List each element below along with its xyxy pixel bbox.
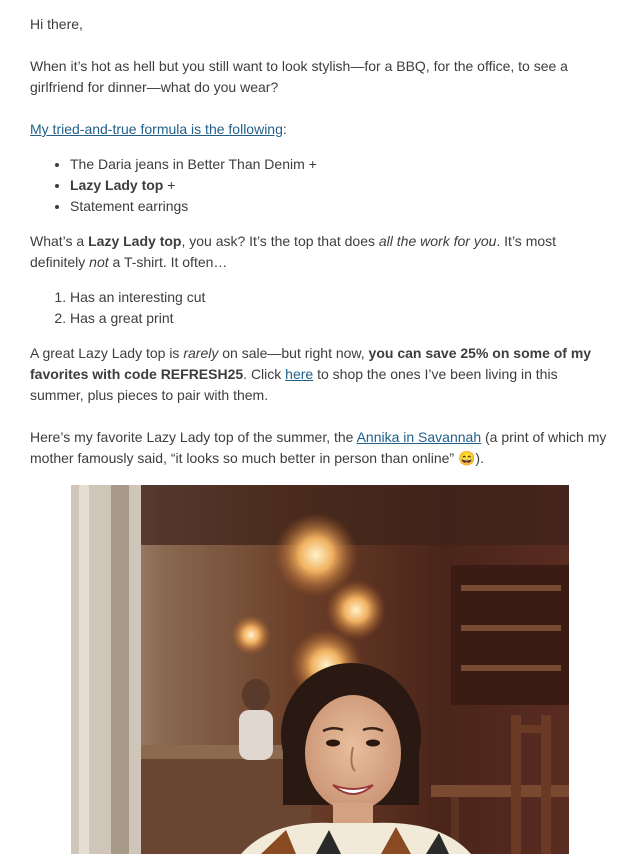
list-item: 2. Has a great print [70, 308, 615, 329]
greeting: Hi there, [30, 16, 83, 32]
product-photo[interactable] [71, 485, 569, 854]
list-item: • The Daria jeans in Better Than Denim + [70, 154, 615, 175]
list-item: 1. Has an interesting cut [70, 287, 615, 308]
italic-text: not [89, 254, 109, 270]
whats-paragraph: What’s a Lazy Lady top, you ask? It’s the top that does all the work for you. It’s most definitely not a T-shirt. It often… [30, 233, 557, 270]
shop-link[interactable]: here [285, 366, 314, 382]
sale-paragraph: A great Lazy Lady top is rarely on sale—but right now, you can save 25% on some of my favorites with code REFRESH25. Click here to shop the ones I’ve been living in this summer, plus pieces to pair with them. [30, 345, 592, 403]
list-item: • Statement earrings [70, 196, 615, 217]
photo-illustration [71, 485, 569, 854]
bold-text: Lazy Lady top [88, 233, 182, 249]
italic-text: all the work for you [378, 233, 497, 249]
bold-text: Lazy Lady top [70, 177, 164, 193]
annika-link[interactable]: Annika in Savannah [356, 429, 482, 445]
formula-list [30, 154, 615, 217]
favorite-paragraph: Here’s my favorite Lazy Lady top of the summer, the Annika in Savannah (a print of which my mother famously said, “it looks so much better in person than online” 😄). [30, 429, 607, 466]
intro-paragraph: When it’s hot as hell but you still want to look stylish—for a BBQ, for the office, to see a girlfriend for dinner—what do you wear? [30, 58, 568, 95]
list-item: • Lazy Lady top + [70, 175, 615, 196]
italic-text: rarely [183, 345, 219, 361]
email-body [30, 14, 615, 490]
formula-paragraph [30, 119, 615, 140]
often-list [30, 287, 615, 329]
formula-suffix: : [282, 121, 287, 137]
formula-link[interactable]: My tried-and-true formula is the following [30, 121, 283, 137]
bold-text: you can save 25% on some of my favorites with code REFRESH25 [30, 345, 592, 382]
